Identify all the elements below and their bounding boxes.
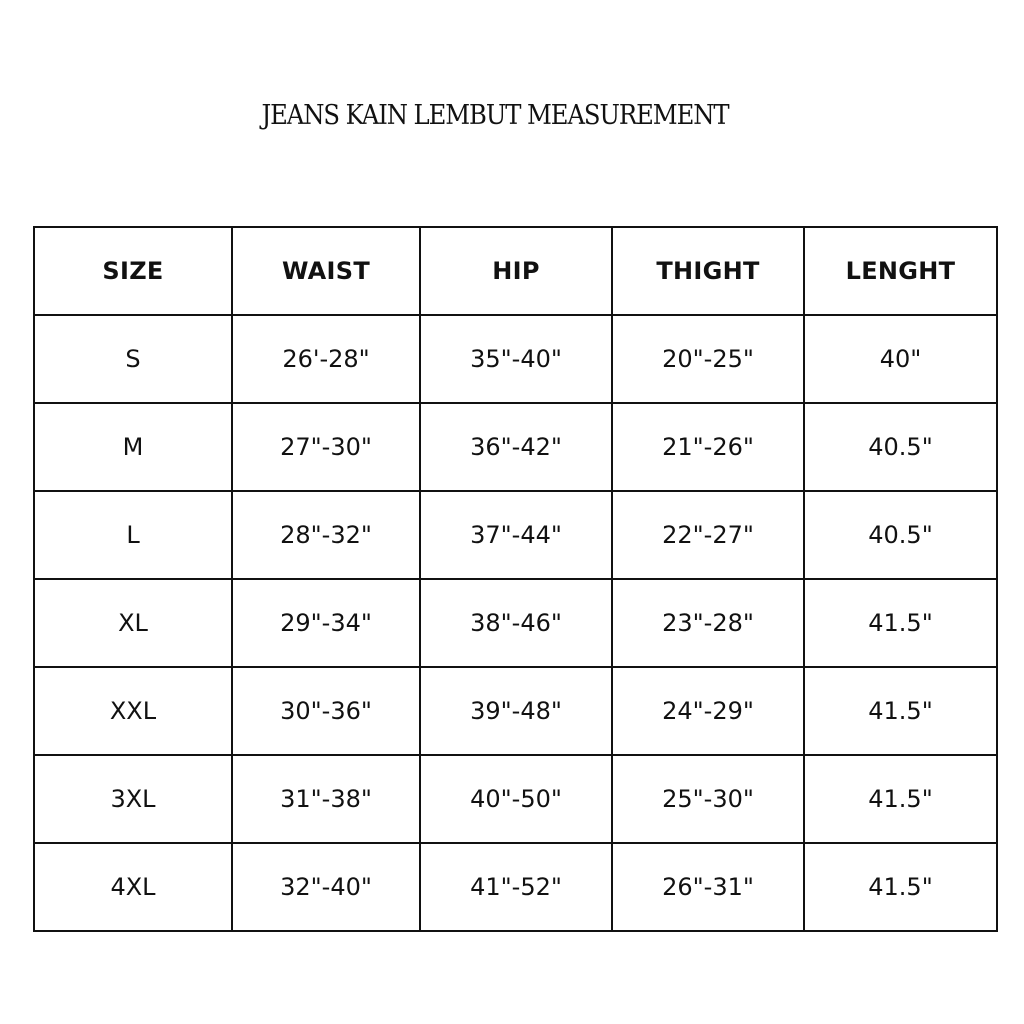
cell-size: M	[34, 403, 232, 491]
table-row	[34, 315, 997, 403]
header-thigh: THIGHT	[612, 227, 804, 315]
header-size: SIZE	[34, 227, 232, 315]
cell-waist: 27"-30"	[232, 403, 420, 491]
cell-length: 41.5"	[804, 843, 997, 931]
cell-hip: 39"-48"	[420, 667, 612, 755]
cell-size: XL	[34, 579, 232, 667]
table-row	[34, 667, 997, 755]
header-length: LENGHT	[804, 227, 997, 315]
cell-thigh: 21"-26"	[612, 403, 804, 491]
cell-hip: 38"-46"	[420, 579, 612, 667]
cell-hip: 37"-44"	[420, 491, 612, 579]
cell-waist: 29"-34"	[232, 579, 420, 667]
cell-thigh: 24"-29"	[612, 667, 804, 755]
cell-waist: 26'-28"	[232, 315, 420, 403]
table-row	[34, 843, 997, 931]
cell-thigh: 20"-25"	[612, 315, 804, 403]
page-title: JEANS KAIN LEMBUT MEASUREMENT	[261, 100, 729, 131]
cell-size: XXL	[34, 667, 232, 755]
cell-hip: 41"-52"	[420, 843, 612, 931]
cell-length: 40"	[804, 315, 997, 403]
size-chart-table	[33, 226, 998, 932]
cell-hip: 35"-40"	[420, 315, 612, 403]
cell-waist: 28"-32"	[232, 491, 420, 579]
cell-hip: 40"-50"	[420, 755, 612, 843]
cell-waist: 30"-36"	[232, 667, 420, 755]
header-hip: HIP	[420, 227, 612, 315]
table-row	[34, 755, 997, 843]
cell-hip: 36"-42"	[420, 403, 612, 491]
cell-thigh: 25"-30"	[612, 755, 804, 843]
cell-thigh: 22"-27"	[612, 491, 804, 579]
header-waist: WAIST	[232, 227, 420, 315]
table-row	[34, 579, 997, 667]
cell-size: S	[34, 315, 232, 403]
cell-length: 41.5"	[804, 579, 997, 667]
cell-thigh: 26"-31"	[612, 843, 804, 931]
cell-thigh: 23"-28"	[612, 579, 804, 667]
cell-length: 40.5"	[804, 403, 997, 491]
cell-length: 41.5"	[804, 667, 997, 755]
table-row	[34, 403, 997, 491]
table-row	[34, 491, 997, 579]
cell-size: L	[34, 491, 232, 579]
cell-length: 41.5"	[804, 755, 997, 843]
cell-size: 4XL	[34, 843, 232, 931]
cell-waist: 31"-38"	[232, 755, 420, 843]
cell-length: 40.5"	[804, 491, 997, 579]
table-header-row	[34, 227, 997, 315]
cell-size: 3XL	[34, 755, 232, 843]
cell-waist: 32"-40"	[232, 843, 420, 931]
